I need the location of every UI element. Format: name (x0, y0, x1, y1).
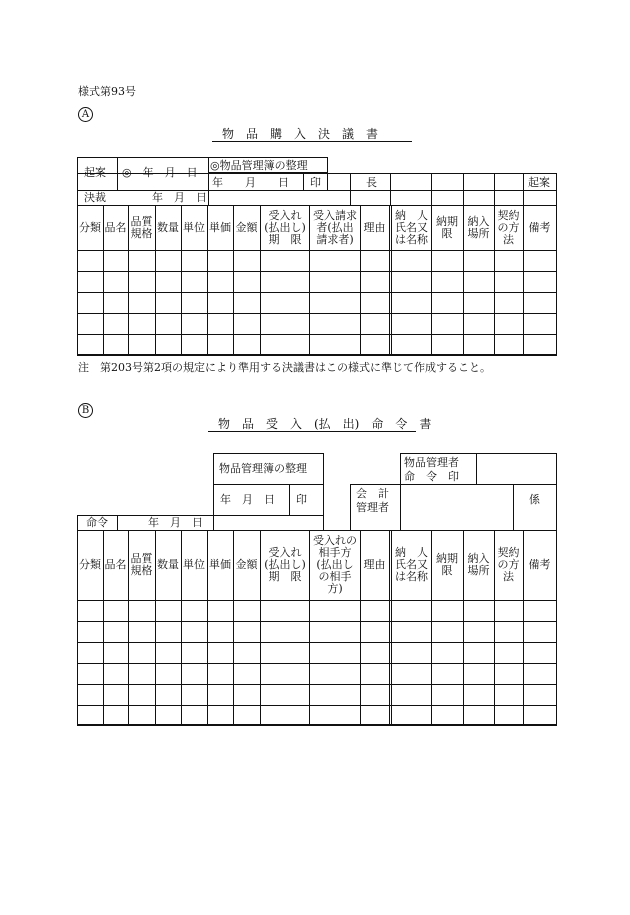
col-nonyu-basho: 納入場所 (467, 214, 490, 240)
b-col-bunrui: 分類 (79, 558, 101, 571)
col-biko: 備考 (528, 220, 551, 234)
b-register-label: 物品管理簿の整理 (219, 462, 307, 475)
section-a-title: 物 品 購 入 決 議 書 (222, 127, 379, 141)
meirei-date: 年 月 日 (148, 516, 203, 529)
accounting-label-2: 管理者 (356, 501, 389, 514)
seal-label: 印 (310, 176, 321, 189)
b-col-riyu: 理由 (363, 558, 386, 571)
staff-label: 係 (529, 493, 540, 506)
section-a-title-underline (212, 141, 412, 142)
col-tani: 単位 (183, 220, 205, 234)
order-seal-label: 命 令 印 (404, 470, 459, 483)
col-nounin: 納 人氏名又は名称 (395, 208, 428, 246)
section-b-marker: B (78, 398, 93, 418)
accounting-label: 会 計 (356, 487, 389, 500)
b-col-tanka: 単価 (209, 558, 231, 571)
b-col-keiyaku: 契約の方法 (497, 546, 520, 583)
form-number: 様式第93号 (78, 85, 136, 98)
b-col-suryo: 数量 (157, 558, 179, 571)
col-ukeire-seikyusha: 受入請求者(払出請求者) (313, 208, 357, 246)
b-col-aitekata: 受入れの相手方(払出しの相手方) (313, 534, 357, 595)
b-seal-label: 印 (296, 493, 307, 506)
b-col-biko: 備考 (528, 558, 551, 571)
col-keiyaku: 契約の方法 (497, 208, 520, 246)
drafting-label: 起案 (528, 176, 550, 189)
col-tanka: 単価 (209, 220, 231, 234)
register-label: ◎物品管理簿の整理 (210, 159, 308, 172)
section-b-title: 物 品 受 入 (払 出) 命 令 書 (218, 417, 432, 431)
col-riyu: 理由 (363, 220, 386, 234)
b-col-kingaku: 金額 (235, 558, 258, 571)
kessai-date: 年 月 日 (152, 191, 207, 204)
col-bunrui: 分類 (79, 220, 101, 234)
b-col-hinmei: 品名 (104, 558, 127, 571)
col-suryo: 数量 (157, 220, 179, 234)
col-ukeire-kigen: 受入れ(払出し)期 限 (264, 208, 306, 246)
b-col-tani: 単位 (183, 558, 205, 571)
col-hinshitsu: 品質規格 (130, 214, 153, 240)
section-a-note: 注 第203号第2項の規定により準用する決議書はこの様式に準じて作成すること。 (78, 361, 491, 374)
b-col-hinshitsu: 品質規格 (130, 552, 153, 577)
b-col-nonyu-basho: 納入場所 (467, 552, 490, 577)
register-date: 年 月 日 (212, 176, 289, 189)
meirei-label: 命令 (86, 516, 108, 529)
kian-label: 起案 (84, 166, 106, 179)
col-kingaku: 金額 (235, 220, 258, 234)
kessai-label: 決裁 (84, 191, 106, 204)
col-noki: 納期限 (436, 214, 458, 240)
chief-label: 長 (366, 176, 377, 189)
b-col-nounin: 納 人氏名又は名称 (395, 546, 428, 583)
col-hinmei: 品名 (104, 220, 127, 234)
b-col-ukeire-kigen: 受入れ(払出し)期 限 (264, 546, 306, 583)
b-col-noki: 納期限 (436, 552, 458, 577)
b-register-date: 年 月 日 (220, 493, 275, 506)
section-b-title-underline (208, 431, 416, 432)
kian-date: ◎ 年 月 日 (122, 166, 198, 179)
section-a-marker: A (78, 102, 93, 122)
manager-label: 物品管理者 (404, 456, 459, 469)
